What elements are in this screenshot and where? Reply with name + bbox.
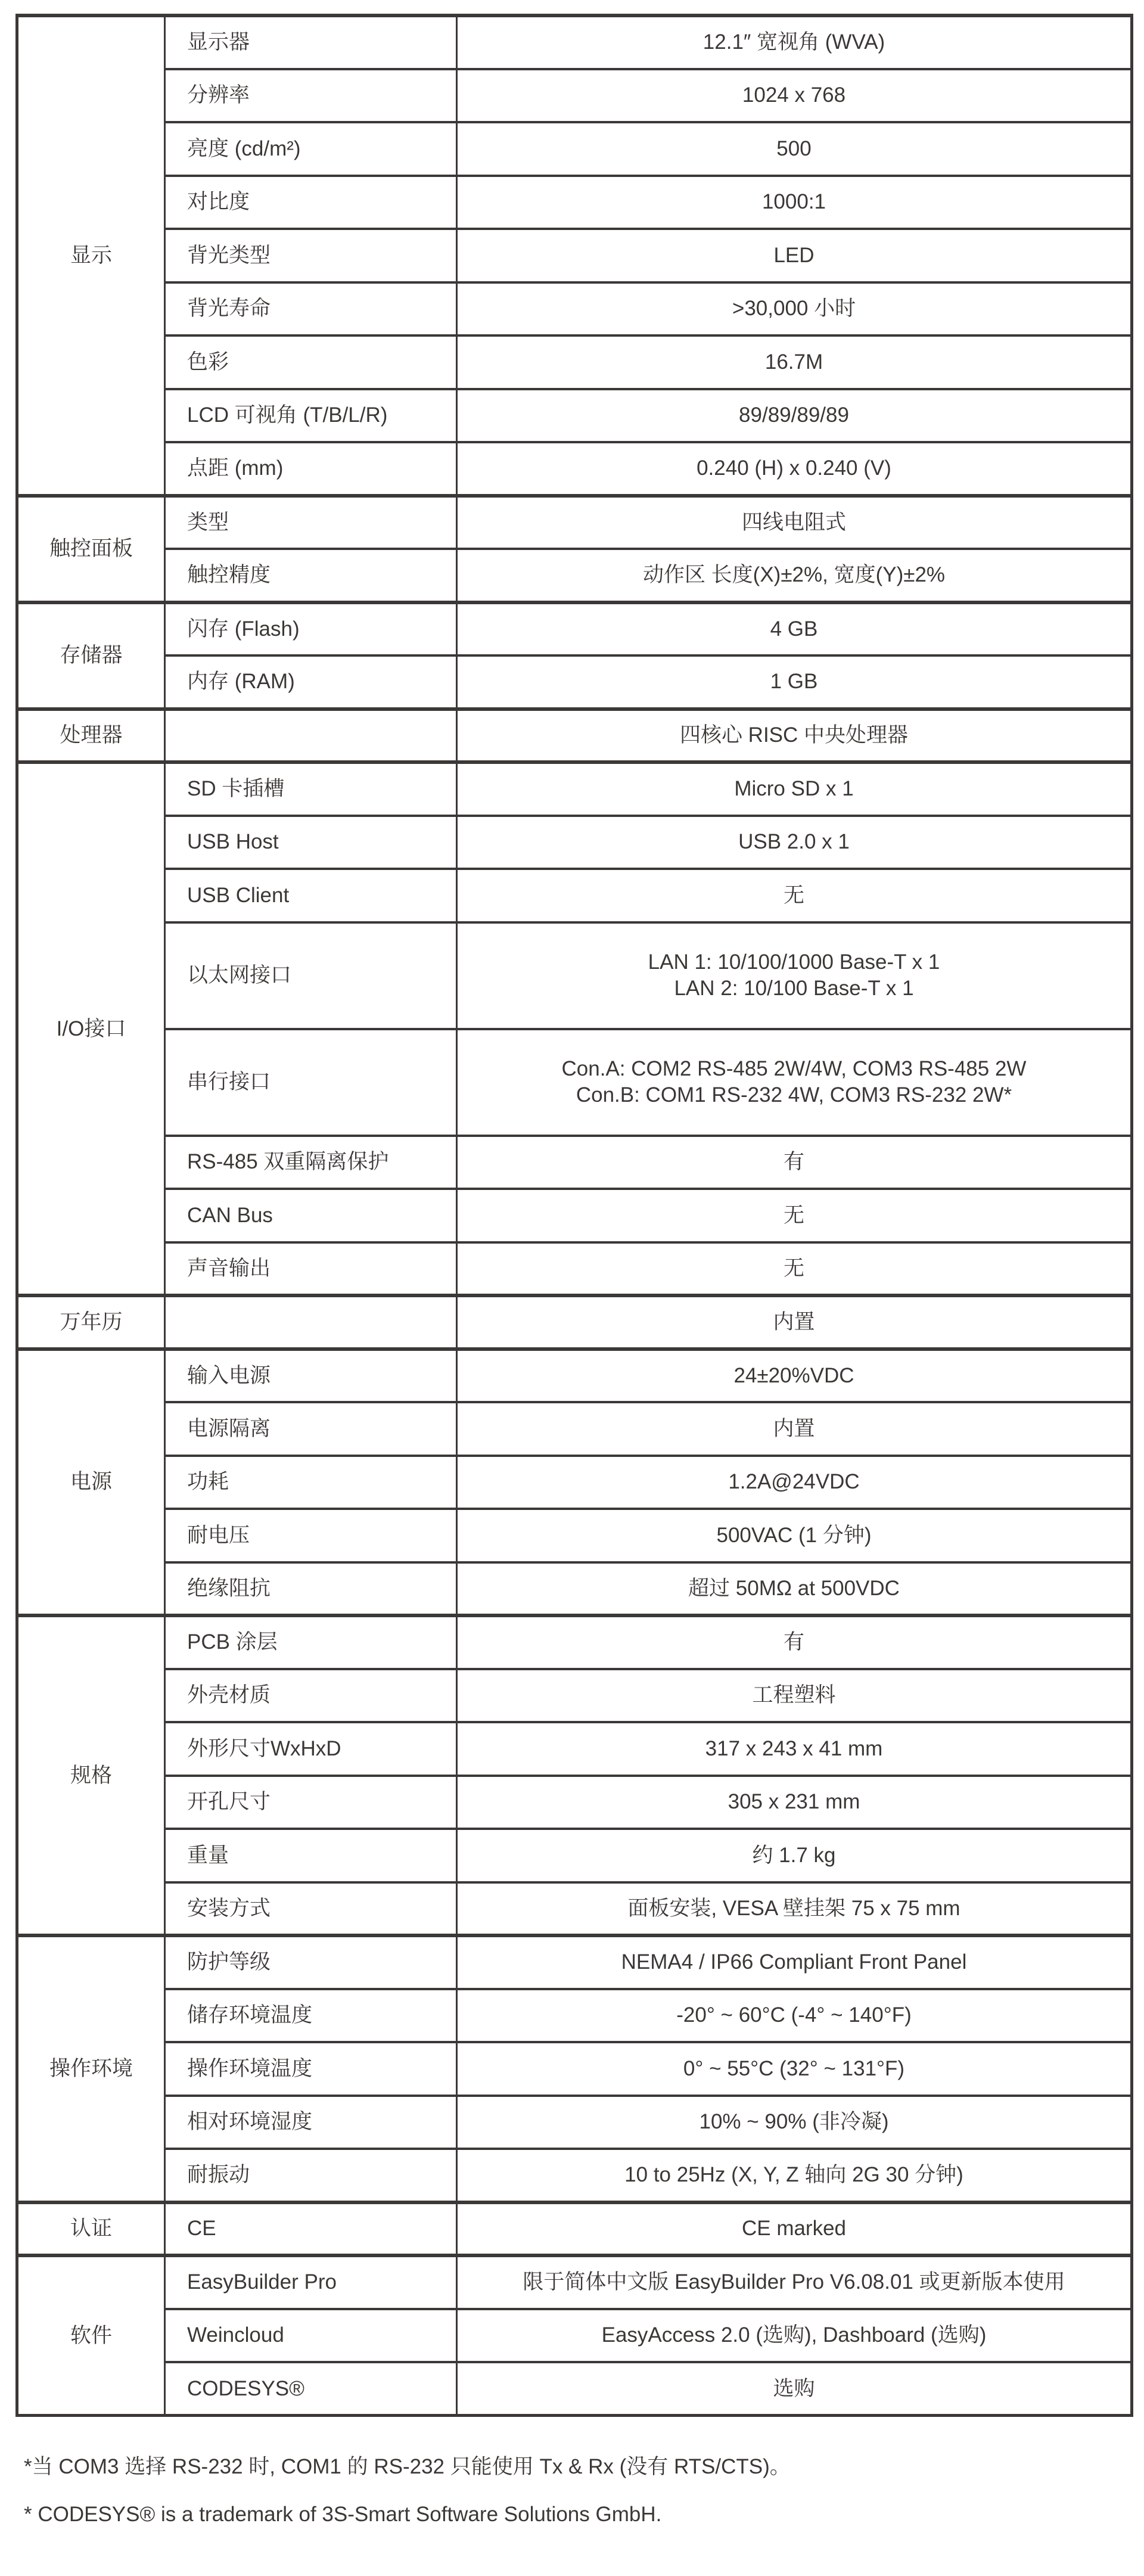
spec-row — [17, 2202, 1132, 2256]
spec-label-cell: LCD 可视角 (T/B/L/R) — [165, 389, 457, 443]
spec-label-cell: 显示器 — [165, 15, 457, 69]
spec-row — [17, 2362, 1132, 2416]
spec-value-cell: Micro SD x 1 — [457, 762, 1132, 816]
spec-value-cell: 1024 x 768 — [457, 69, 1132, 123]
spec-value-cell: 317 x 243 x 41 mm — [457, 1722, 1132, 1776]
spec-row — [17, 2255, 1132, 2309]
spec-label-cell: SD 卡插槽 — [165, 762, 457, 816]
category-cell: 操作环境 — [17, 1935, 165, 2202]
spec-value-cell: 动作区 长度(X)±2%, 宽度(Y)±2% — [457, 549, 1132, 602]
spec-row — [17, 869, 1132, 922]
spec-value-cell: 500 — [457, 122, 1132, 176]
spec-row — [17, 1562, 1132, 1616]
spec-table — [15, 14, 1133, 2417]
category-cell: 万年历 — [17, 1295, 165, 1349]
spec-value-line: Con.B: COM1 RS-232 4W, COM3 RS-232 2W* — [576, 1083, 1012, 1107]
spec-value-cell: 89/89/89/89 — [457, 389, 1132, 443]
spec-value-cell: LED — [457, 229, 1132, 282]
spec-row — [17, 1029, 1132, 1136]
spec-label-cell: 分辨率 — [165, 69, 457, 123]
category-cell: 存储器 — [17, 602, 165, 709]
spec-row — [17, 1669, 1132, 1723]
spec-value-cell: NEMA4 / IP66 Compliant Front Panel — [457, 1935, 1132, 1989]
spec-value-cell: 4 GB — [457, 602, 1132, 656]
spec-row — [17, 1136, 1132, 1189]
spec-row — [17, 1882, 1132, 1936]
spec-label-cell: 外形尺寸WxHxD — [165, 1722, 457, 1776]
spec-row — [17, 282, 1132, 336]
spec-row — [17, 2149, 1132, 2202]
spec-value-cell: 16.7M — [457, 335, 1132, 389]
spec-row — [17, 1829, 1132, 1882]
spec-label-cell: 串行接口 — [165, 1029, 457, 1136]
spec-value-cell — [457, 922, 1132, 1029]
spec-row — [17, 922, 1132, 1029]
spec-label-cell: USB Client — [165, 869, 457, 922]
spec-row — [17, 229, 1132, 282]
spec-label-cell: 安装方式 — [165, 1882, 457, 1936]
spec-label-cell: 类型 — [165, 496, 457, 549]
spec-label-cell: 耐振动 — [165, 2149, 457, 2202]
spec-row — [17, 2042, 1132, 2096]
spec-row — [17, 1242, 1132, 1296]
spec-row — [17, 15, 1132, 69]
spec-value-cell: 选购 — [457, 2362, 1132, 2416]
spec-value-line: Con.A: COM2 RS-485 2W/4W, COM3 RS-485 2W — [561, 1057, 1027, 1081]
spec-label-cell: 触控精度 — [165, 549, 457, 602]
spec-label-cell: CODESYS® — [165, 2362, 457, 2416]
spec-row — [17, 176, 1132, 229]
spec-row — [17, 1776, 1132, 1829]
spec-label-cell: 开孔尺寸 — [165, 1776, 457, 1829]
spec-label-cell: 色彩 — [165, 335, 457, 389]
spec-label-cell: CE — [165, 2202, 457, 2256]
spec-row — [17, 1615, 1132, 1669]
spec-row — [17, 496, 1132, 549]
spec-value-cell: 无 — [457, 1242, 1132, 1296]
spec-value-cell: 约 1.7 kg — [457, 1829, 1132, 1882]
spec-label-cell: 外壳材质 — [165, 1669, 457, 1723]
spec-label-cell: 背光类型 — [165, 229, 457, 282]
spec-row — [17, 69, 1132, 123]
spec-row — [17, 655, 1132, 709]
spec-label-cell: 相对环境湿度 — [165, 2096, 457, 2149]
category-cell: I/O接口 — [17, 762, 165, 1295]
spec-label-cell: EasyBuilder Pro — [165, 2255, 457, 2309]
spec-row — [17, 1349, 1132, 1403]
spec-label-cell: 内存 (RAM) — [165, 655, 457, 709]
spec-label-cell: 防护等级 — [165, 1935, 457, 1989]
spec-value-cell: USB 2.0 x 1 — [457, 816, 1132, 869]
spec-value-cell: 四核心 RISC 中央处理器 — [457, 709, 1132, 763]
spec-label-cell: 以太网接口 — [165, 922, 457, 1029]
spec-label-cell — [165, 1295, 457, 1349]
spec-value-line: LAN 2: 10/100 Base-T x 1 — [674, 977, 914, 1000]
spec-label-cell: RS-485 双重隔离保护 — [165, 1136, 457, 1189]
spec-row — [17, 762, 1132, 816]
spec-value-cell: 24±20%VDC — [457, 1349, 1132, 1403]
category-cell: 处理器 — [17, 709, 165, 763]
spec-value-cell: 500VAC (1 分钟) — [457, 1509, 1132, 1562]
spec-label-cell: 电源隔离 — [165, 1402, 457, 1456]
spec-value-cell: 有 — [457, 1615, 1132, 1669]
category-cell: 软件 — [17, 2255, 165, 2416]
spec-label-cell: 重量 — [165, 1829, 457, 1882]
spec-value-cell: 无 — [457, 869, 1132, 922]
spec-row — [17, 442, 1132, 496]
spec-value-cell: EasyAccess 2.0 (选购), Dashboard (选购) — [457, 2309, 1132, 2363]
spec-label-cell: 闪存 (Flash) — [165, 602, 457, 656]
spec-value-cell: 工程塑料 — [457, 1669, 1132, 1723]
spec-label-cell: 对比度 — [165, 176, 457, 229]
category-cell: 规格 — [17, 1615, 165, 1935]
spec-row — [17, 2096, 1132, 2149]
spec-row — [17, 549, 1132, 602]
spec-label-cell: 点距 (mm) — [165, 442, 457, 496]
spec-value-cell: CE marked — [457, 2202, 1132, 2256]
spec-value-cell: 0° ~ 55°C (32° ~ 131°F) — [457, 2042, 1132, 2096]
spec-row — [17, 1509, 1132, 1562]
category-cell: 显示 — [17, 15, 165, 496]
category-cell: 触控面板 — [17, 496, 165, 602]
spec-value-cell: -20° ~ 60°C (-4° ~ 140°F) — [457, 1989, 1132, 2043]
spec-label-cell: 输入电源 — [165, 1349, 457, 1403]
spec-label-cell: 耐电压 — [165, 1509, 457, 1562]
spec-value-cell: 0.240 (H) x 0.240 (V) — [457, 442, 1132, 496]
spec-value-stack — [458, 949, 1130, 1002]
spec-value-cell: 10% ~ 90% (非冷凝) — [457, 2096, 1132, 2149]
spec-row — [17, 1295, 1132, 1349]
spec-label-cell — [165, 709, 457, 763]
spec-row — [17, 1722, 1132, 1776]
spec-value-cell: 有 — [457, 1136, 1132, 1189]
spec-row — [17, 1189, 1132, 1242]
spec-value-cell: 1.2A@24VDC — [457, 1456, 1132, 1509]
footnote-com3-rs232: *当 COM3 选择 RS-232 时, COM1 的 RS-232 只能使用 Tx & Rx (没有 RTS/CTS)。 — [24, 2455, 791, 2478]
spec-value-cell: 四线电阻式 — [457, 496, 1132, 549]
spec-label-cell: 绝缘阻抗 — [165, 1562, 457, 1616]
spec-value-stack — [458, 1056, 1130, 1108]
spec-label-cell: CAN Bus — [165, 1189, 457, 1242]
category-cell: 认证 — [17, 2202, 165, 2256]
spec-value-line: LAN 1: 10/100/1000 Base-T x 1 — [648, 950, 940, 974]
spec-value-cell: 12.1″ 宽视角 (WVA) — [457, 15, 1132, 69]
spec-value-cell: 305 x 231 mm — [457, 1776, 1132, 1829]
spec-label-cell: 操作环境温度 — [165, 2042, 457, 2096]
spec-row — [17, 335, 1132, 389]
spec-value-cell: 10 to 25Hz (X, Y, Z 轴向 2G 30 分钟) — [457, 2149, 1132, 2202]
spec-value-cell: 限于简体中文版 EasyBuilder Pro V6.08.01 或更新版本使用 — [457, 2255, 1132, 2309]
spec-label-cell: Weincloud — [165, 2309, 457, 2363]
spec-value-cell — [457, 1029, 1132, 1136]
spec-row — [17, 389, 1132, 443]
spec-row — [17, 816, 1132, 869]
spec-value-cell: 超过 50MΩ at 500VDC — [457, 1562, 1132, 1616]
spec-value-cell: >30,000 小时 — [457, 282, 1132, 336]
spec-row — [17, 2309, 1132, 2363]
spec-value-cell: 无 — [457, 1189, 1132, 1242]
spec-label-cell: PCB 涂层 — [165, 1615, 457, 1669]
spec-row — [17, 1456, 1132, 1509]
spec-value-cell: 1000:1 — [457, 176, 1132, 229]
spec-table-body — [17, 15, 1132, 2416]
category-cell: 电源 — [17, 1349, 165, 1616]
spec-label-cell: 背光寿命 — [165, 282, 457, 336]
spec-label-cell: 亮度 (cd/m²) — [165, 122, 457, 176]
spec-row — [17, 1935, 1132, 1989]
spec-row — [17, 1402, 1132, 1456]
spec-value-cell: 内置 — [457, 1402, 1132, 1456]
footnote-codesys-trademark: * CODESYS® is a trademark of 3S-Smart Software Solutions GmbH. — [24, 2503, 662, 2526]
spec-label-cell: 功耗 — [165, 1456, 457, 1509]
spec-row — [17, 122, 1132, 176]
spec-value-cell: 1 GB — [457, 655, 1132, 709]
spec-label-cell: USB Host — [165, 816, 457, 869]
spec-row — [17, 709, 1132, 763]
spec-label-cell: 储存环境温度 — [165, 1989, 457, 2043]
spec-value-cell: 面板安装, VESA 壁挂架 75 x 75 mm — [457, 1882, 1132, 1936]
spec-row — [17, 602, 1132, 656]
spec-row — [17, 1989, 1132, 2043]
spec-label-cell: 声音输出 — [165, 1242, 457, 1296]
spec-value-cell: 内置 — [457, 1295, 1132, 1349]
